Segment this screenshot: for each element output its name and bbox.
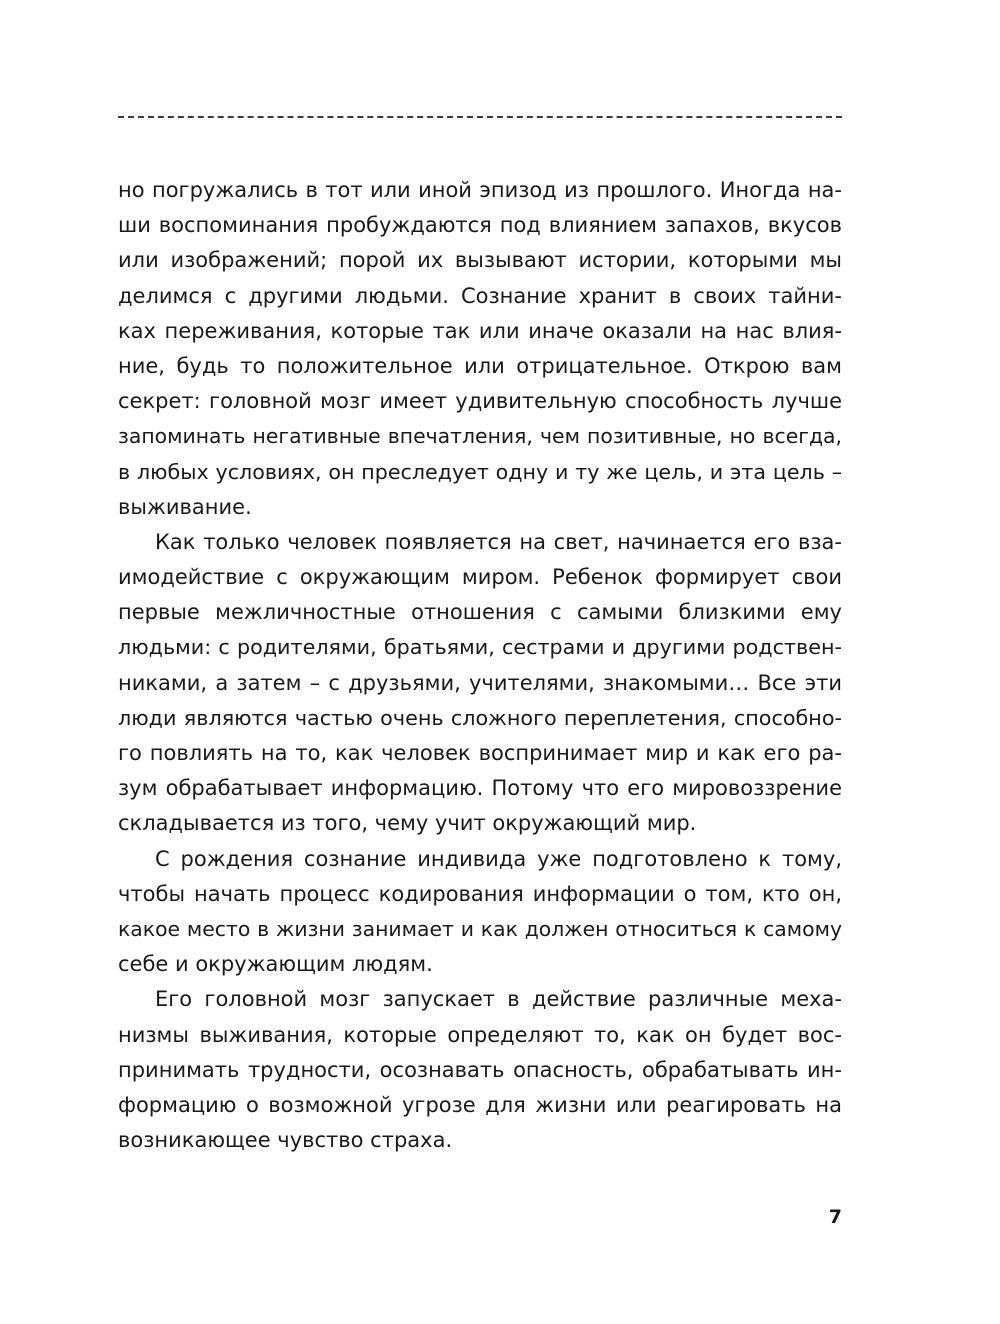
text-line: люди являются частью очень сложного переплетения, способно- <box>118 705 842 730</box>
text-line: выживание. <box>118 494 252 519</box>
text-line: складывается из того, чему учит окружающий мир. <box>118 811 697 836</box>
text-line: принимать трудности, осознавать опасность, обрабатывать ин- <box>118 1057 842 1082</box>
text-line: в любых условиях, он преследует одну и ту же цель, и эта цель – <box>118 459 842 484</box>
text-line: ние, будь то положительное или отрицательное. Открою вам <box>118 353 842 378</box>
dashed-separator <box>118 116 842 118</box>
page-number: 7 <box>828 1206 842 1228</box>
text-line: С рождения сознание индивида уже подготовлено к тому, <box>155 846 842 871</box>
text-line: Его головной мозг запускает в действие различные меха- <box>155 987 842 1012</box>
text-line: возникающее чувство страха. <box>118 1128 453 1153</box>
body-text <box>118 173 842 1158</box>
text-line: людьми: с родителями, братьями, сестрами и другими родствен- <box>118 635 842 660</box>
text-line: низмы выживания, которые определяют то, как он будет вос- <box>118 1022 842 1047</box>
text-line: формацию о возможной угрозе для жизни или реагировать на <box>118 1092 842 1117</box>
text-line: чтобы начать процесс кодирования информации о том, кто он, <box>118 881 842 906</box>
paragraph <box>118 842 842 983</box>
text-line: ках переживания, которые так или иначе оказали на нас влия- <box>118 318 842 343</box>
text-line: какое место в жизни занимает и как должен относиться к самому <box>118 916 842 941</box>
paragraph <box>118 525 842 842</box>
text-line: секрет: головной мозг имеет удивительную способность лучше <box>118 389 842 414</box>
text-line: себе и окружающим людям. <box>118 952 433 977</box>
paragraph <box>118 173 842 525</box>
text-line: никами, а затем – с друзьями, учителями, знакомыми… Все эти <box>118 670 842 695</box>
text-line: ши воспоминания пробуждаются под влиянием запахов, вкусов <box>118 213 842 238</box>
text-line: или изображений; порой их вызывают истории, которыми мы <box>118 248 842 273</box>
text-line: делимся с другими людьми. Сознание хранит в своих тайни- <box>118 283 842 308</box>
text-line: но погружались в тот или иной эпизод из прошлого. Иногда на- <box>118 178 842 202</box>
text-line: зум обрабатывает информацию. Потому что его мировоззрение <box>118 776 842 801</box>
paragraph <box>118 982 842 1158</box>
text-line: запоминать негативные впечатления, чем позитивные, но всегда, <box>118 424 842 449</box>
text-line: Как только человек появляется на свет, начинается его вза- <box>155 529 842 554</box>
text-line: первые межличностные отношения с самыми близкими ему <box>118 600 842 625</box>
text-line: го повлиять на то, как человек воспринимает мир и как его ра- <box>118 741 842 765</box>
text-line: имодействие с окружающим миром. Ребенок формирует свои <box>118 565 842 590</box>
